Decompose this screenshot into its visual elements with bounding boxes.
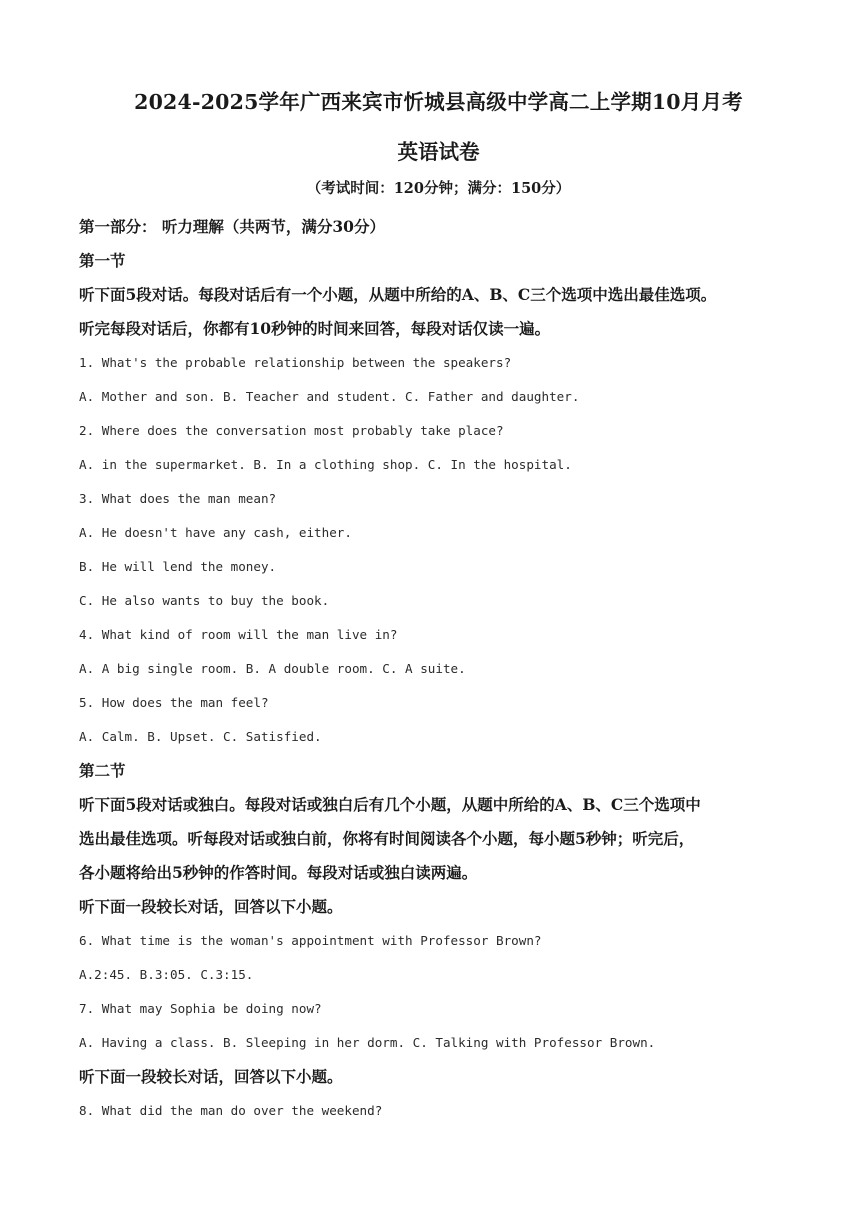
question-line: 7. What may Sophia be doing now? bbox=[79, 1001, 322, 1016]
question-line: 5. How does the man feel? bbox=[79, 695, 269, 710]
question-line: A. Calm. B. Upset. C. Satisfied. bbox=[79, 729, 322, 744]
question-line: B. He will lend the money. bbox=[79, 559, 277, 574]
question-line: A.2:45. B.3:05. C.3:15. bbox=[79, 967, 254, 982]
question-line: A. He doesn't have any cash, either. bbox=[79, 525, 352, 540]
instruction-line: 听下面5段对话或独白。每段对话或独白后有几个小题，从题中所给的A、B、C三个选项中 bbox=[79, 795, 701, 814]
instruction-line: 听下面5段对话。每段对话后有一个小题，从题中所给的A、B、C三个选项中选出最佳选项。 bbox=[79, 285, 717, 304]
question-line: 2. Where does the conversation most probably take place? bbox=[79, 423, 504, 438]
exam-title: 2024-2025学年广西来宾市忻城县高级中学高二上学期10月月考 bbox=[134, 90, 743, 114]
instruction-line: 第一节 bbox=[79, 251, 126, 270]
question-line: 8. What did the man do over the weekend? bbox=[79, 1103, 383, 1118]
question-line: 4. What kind of room will the man live in? bbox=[79, 627, 398, 642]
instruction-line: 听下面一段较长对话，回答以下小题。 bbox=[79, 897, 343, 916]
exam-subtitle: 英语试卷 bbox=[397, 140, 480, 164]
question-line: C. He also wants to buy the book. bbox=[79, 593, 330, 608]
question-line: 1. What's the probable relationship between the speakers? bbox=[79, 355, 512, 370]
instruction-line: 第一部分： 听力理解（共两节，满分30分） bbox=[79, 217, 385, 236]
question-line: 6. What time is the woman's appointment with Professor Brown? bbox=[79, 933, 542, 948]
exam-info: （考试时间：120分钟；满分：150分） bbox=[306, 180, 571, 197]
question-line: 3. What does the man mean? bbox=[79, 491, 277, 506]
question-line: A. Mother and son. B. Teacher and student. C. Father and daughter. bbox=[79, 389, 580, 404]
instruction-line: 听下面一段较长对话，回答以下小题。 bbox=[79, 1067, 343, 1086]
exam-content bbox=[79, 210, 798, 1128]
question-line: A. Having a class. B. Sleeping in her dorm. C. Talking with Professor Brown. bbox=[79, 1035, 656, 1050]
instruction-line: 第二节 bbox=[79, 761, 126, 780]
instruction-line: 各小题将给出5秒钟的作答时间。每段对话或独白读两遍。 bbox=[79, 863, 478, 882]
instruction-line: 选出最佳选项。听每段对话或独白前，你将有时间阅读各个小题，每小题5秒钟；听完后， bbox=[79, 829, 695, 848]
instruction-line: 听完每段对话后，你都有10秒钟的时间来回答，每段对话仅读一遍。 bbox=[79, 319, 551, 338]
question-line: A. A big single room. B. A double room. C. A suite. bbox=[79, 661, 466, 676]
question-line: A. in the supermarket. B. In a clothing shop. C. In the hospital. bbox=[79, 457, 572, 472]
